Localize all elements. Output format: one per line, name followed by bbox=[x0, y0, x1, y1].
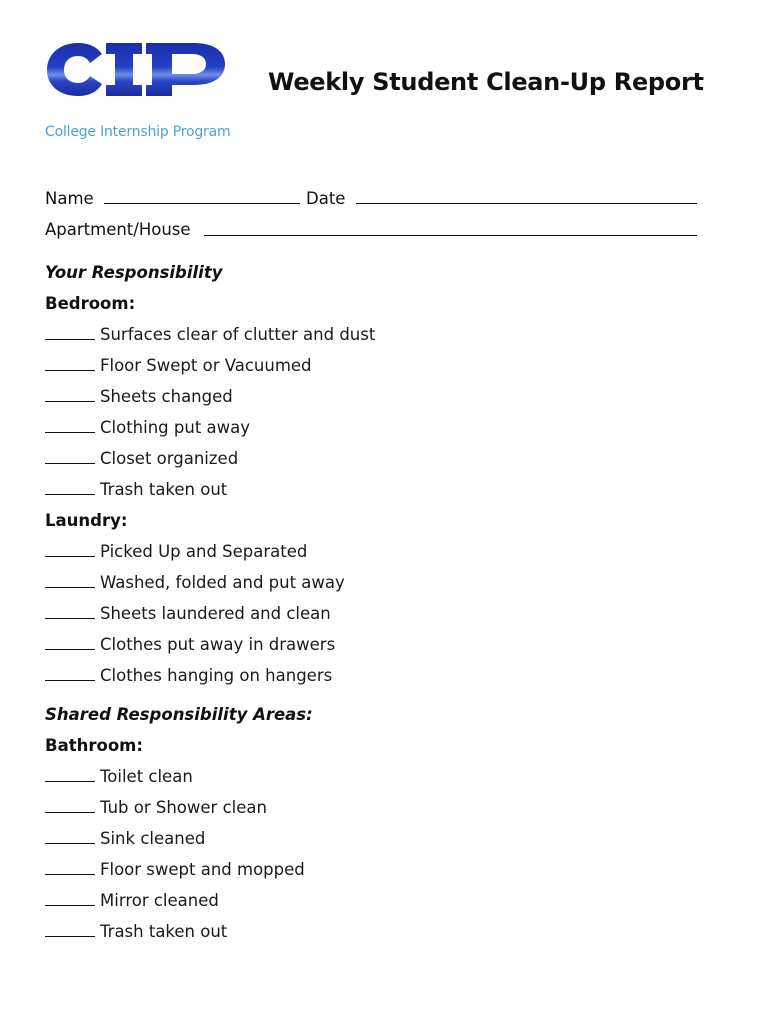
check-blank[interactable] bbox=[45, 873, 95, 875]
checklist-item: Clothes put away in drawers bbox=[45, 635, 335, 654]
checklist-item: Floor swept and mopped bbox=[45, 860, 305, 879]
check-blank[interactable] bbox=[45, 431, 95, 433]
check-blank[interactable] bbox=[45, 493, 95, 495]
checklist-item: Closet organized bbox=[45, 449, 238, 468]
checklist-item: Toilet clean bbox=[45, 767, 193, 786]
date-label: Date bbox=[306, 189, 346, 208]
check-blank[interactable] bbox=[45, 842, 95, 844]
checklist-item: Sink cleaned bbox=[45, 829, 205, 848]
checklist-item: Mirror cleaned bbox=[45, 891, 219, 910]
checklist-item: Floor Swept or Vacuumed bbox=[45, 356, 312, 375]
check-blank[interactable] bbox=[45, 617, 95, 619]
bathroom-heading: Bathroom: bbox=[45, 736, 143, 755]
check-blank[interactable] bbox=[45, 935, 95, 937]
check-blank[interactable] bbox=[45, 338, 95, 340]
logo-subtitle: College Internship Program bbox=[45, 124, 231, 140]
cip-logo bbox=[44, 40, 228, 98]
check-blank[interactable] bbox=[45, 648, 95, 650]
check-blank[interactable] bbox=[45, 586, 95, 588]
date-field[interactable] bbox=[356, 203, 697, 204]
checklist-item: Sheets laundered and clean bbox=[45, 604, 331, 623]
checklist-item: Trash taken out bbox=[45, 922, 227, 941]
your-responsibility-heading: Your Responsibility bbox=[45, 263, 223, 282]
checklist-item: Surfaces clear of clutter and dust bbox=[45, 325, 375, 344]
name-field[interactable] bbox=[104, 203, 300, 204]
checklist-item: Clothes hanging on hangers bbox=[45, 666, 332, 685]
check-blank[interactable] bbox=[45, 555, 95, 557]
checklist-item: Picked Up and Separated bbox=[45, 542, 307, 561]
checklist-item: Tub or Shower clean bbox=[45, 798, 267, 817]
page-title: Weekly Student Clean-Up Report bbox=[268, 68, 704, 96]
check-blank[interactable] bbox=[45, 780, 95, 782]
apartment-label: Apartment/House bbox=[45, 220, 191, 239]
check-blank[interactable] bbox=[45, 679, 95, 681]
check-blank[interactable] bbox=[45, 369, 95, 371]
shared-responsibility-heading: Shared Responsibility Areas: bbox=[45, 705, 313, 724]
check-blank[interactable] bbox=[45, 462, 95, 464]
bedroom-heading: Bedroom: bbox=[45, 294, 136, 313]
checklist-item: Washed, folded and put away bbox=[45, 573, 345, 592]
checklist-item: Sheets changed bbox=[45, 387, 233, 406]
check-blank[interactable] bbox=[45, 904, 95, 906]
apartment-field[interactable] bbox=[204, 235, 697, 236]
laundry-heading: Laundry: bbox=[45, 511, 128, 530]
check-blank[interactable] bbox=[45, 400, 95, 402]
checklist-item: Trash taken out bbox=[45, 480, 227, 499]
name-label: Name bbox=[45, 189, 94, 208]
checklist-item: Clothing put away bbox=[45, 418, 250, 437]
check-blank[interactable] bbox=[45, 811, 95, 813]
